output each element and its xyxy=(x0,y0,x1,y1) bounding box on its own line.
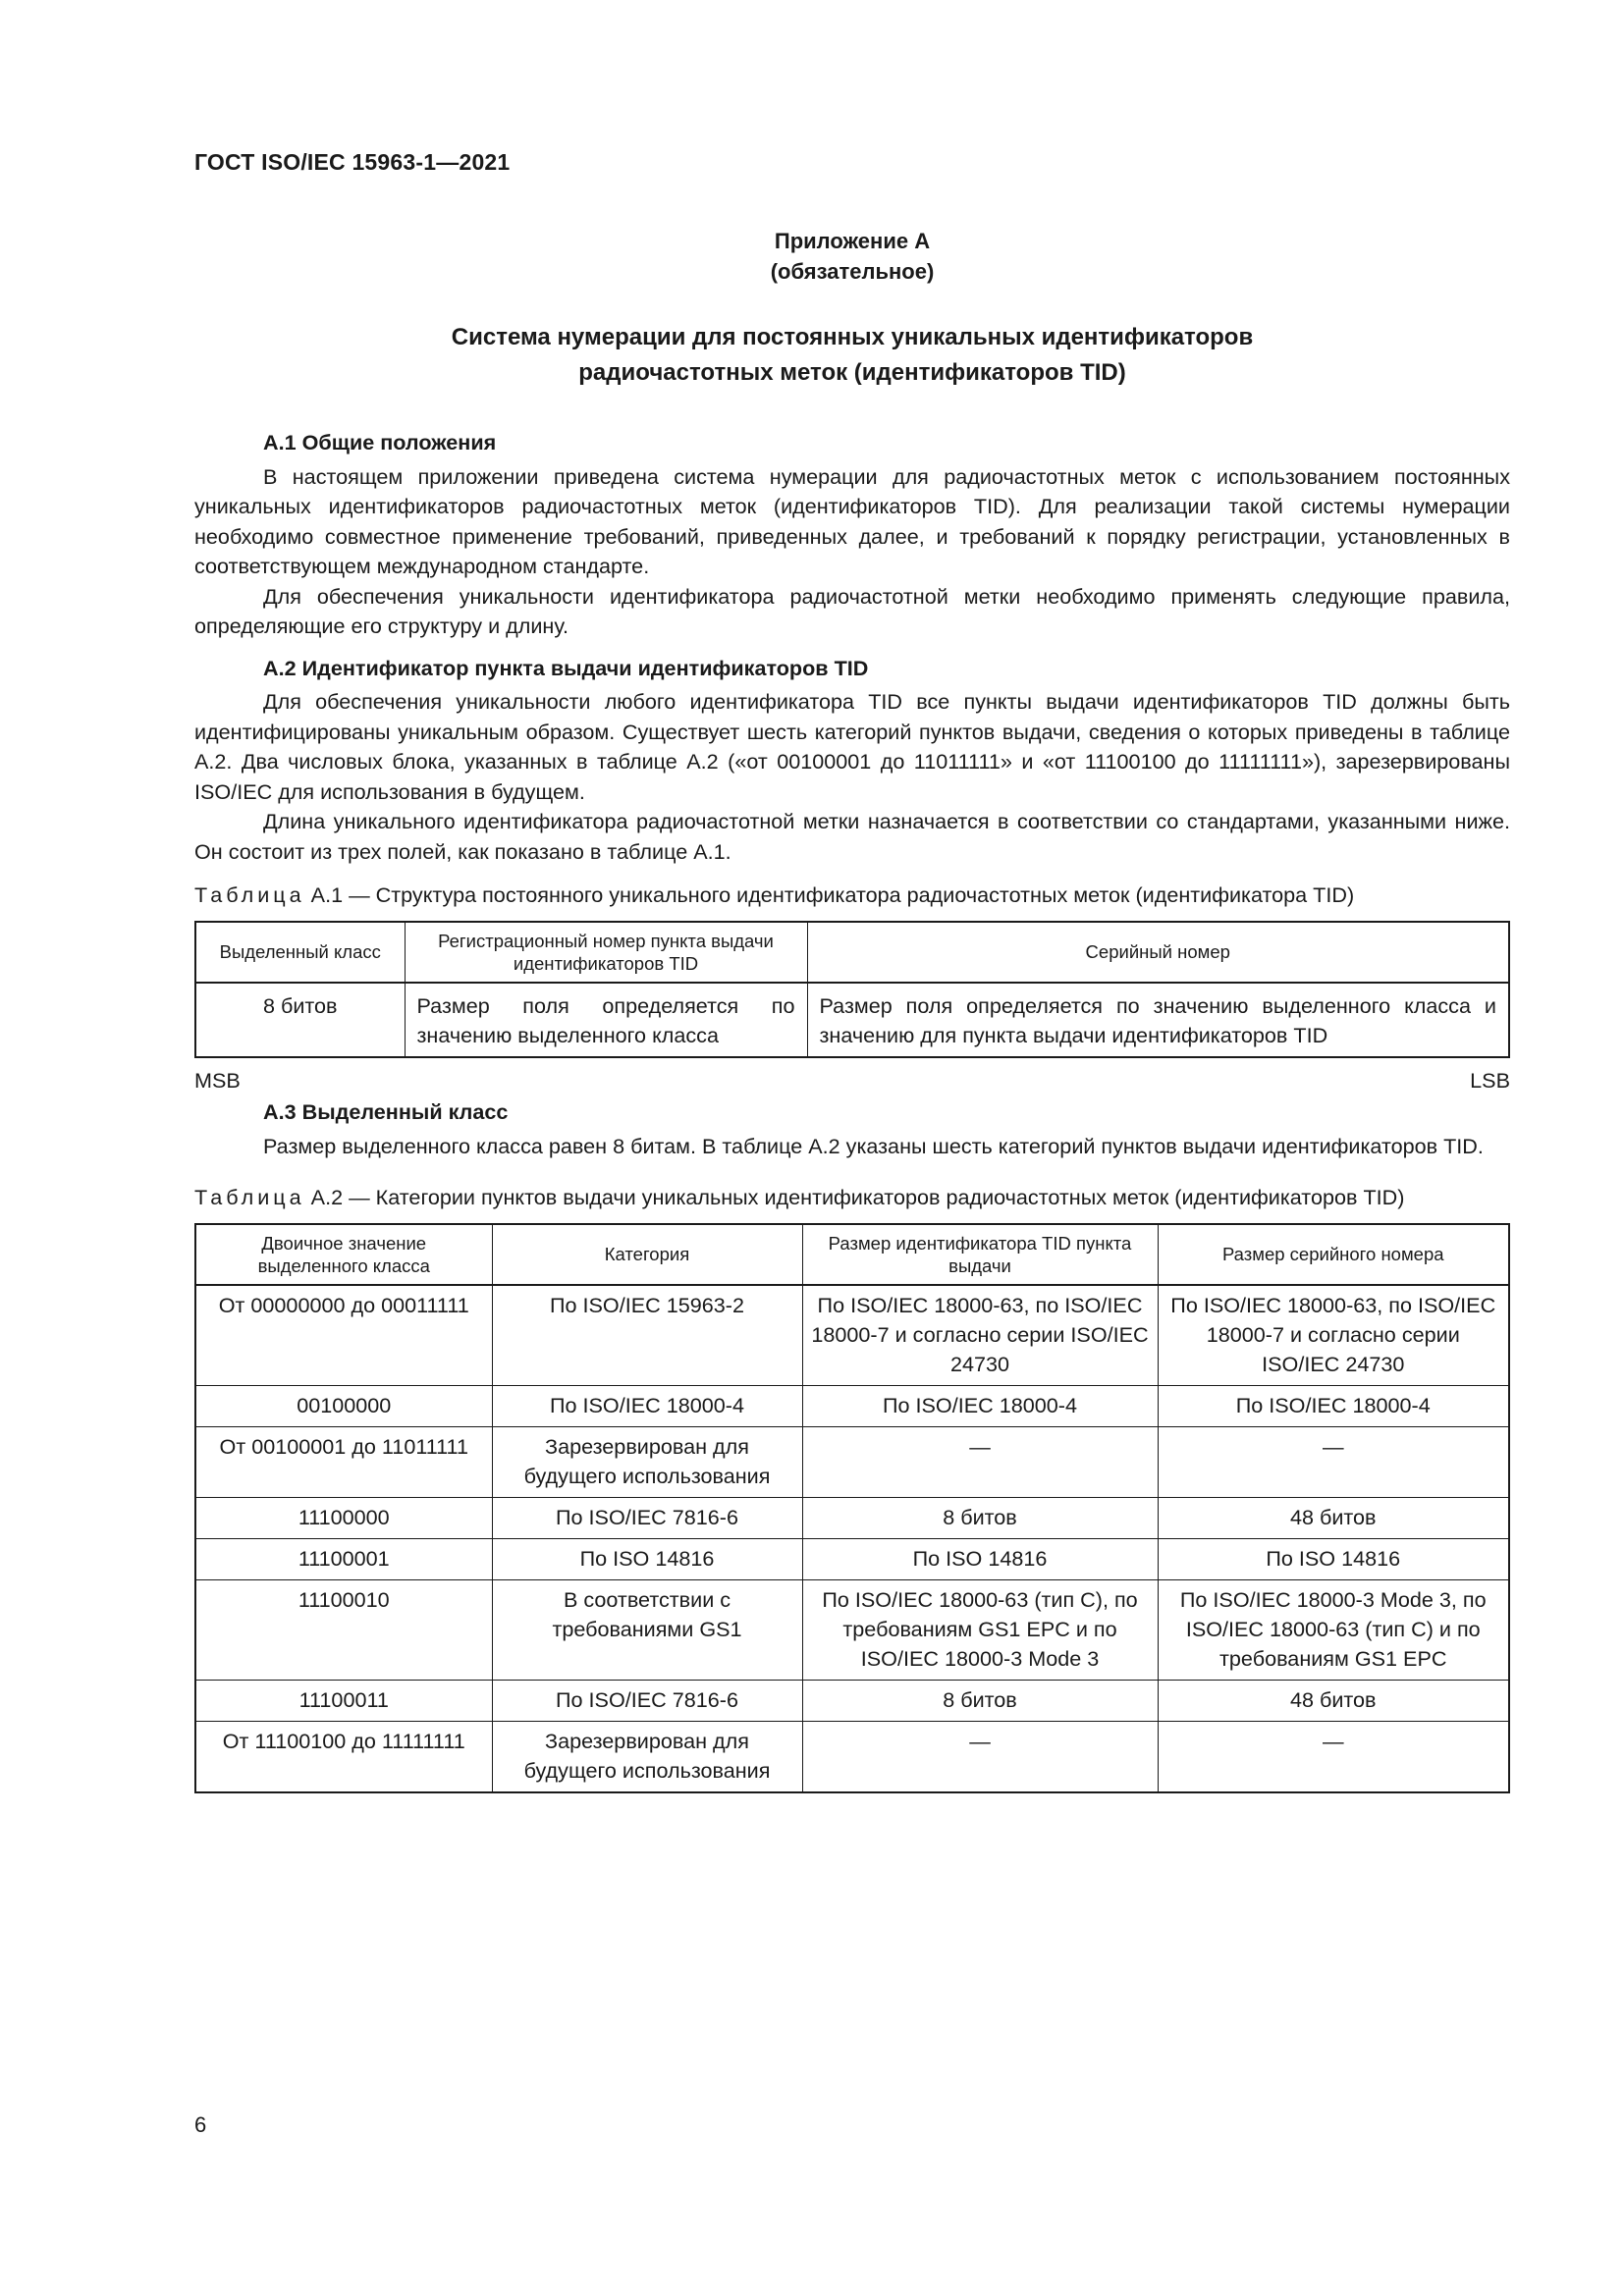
table-a2-cell: По ISO 14816 xyxy=(492,1538,802,1579)
annex-status: (обязательное) xyxy=(770,259,935,284)
table-a2-cell: По ISO/IEC 18000-4 xyxy=(802,1385,1158,1426)
section-a3-paragraph-1: Размер выделенного класса равен 8 битам. В таблице А.2 указаны шесть категорий пунктов выдачи идентификаторов TID. xyxy=(263,1133,1484,1158)
table-row xyxy=(195,1579,1509,1680)
table-a2-header-cell: Двоичное значение выделенного класса xyxy=(195,1224,492,1285)
table-a2-cell: 00100000 xyxy=(195,1385,492,1426)
table-a2-cell: Зарезервирован для будущего использования xyxy=(492,1721,802,1792)
table-a2-cell: 11100000 xyxy=(195,1497,492,1538)
table-a2-cell: — xyxy=(802,1426,1158,1497)
msb-label: MSB xyxy=(194,1067,241,1093)
table-a2-cell: От 11100100 до 11111111 xyxy=(195,1721,492,1792)
table-a2-cell: — xyxy=(802,1721,1158,1792)
table-a1-caption-label: Таблица xyxy=(194,882,305,907)
table-a2 xyxy=(194,1223,1510,1793)
table-a2-cell: 8 битов xyxy=(802,1680,1158,1721)
table-a1-caption xyxy=(194,881,1510,911)
table-a2-cell: По ISO 14816 xyxy=(1158,1538,1509,1579)
table-a2-cell: По ISO/IEC 15963-2 xyxy=(492,1285,802,1386)
section-a1-paragraph-1: В настоящем приложении приведена система нумерации для радиочастотных меток с использованием постоянных уникальных идентификаторов радиочастотных меток (идентификаторов TID). Для реализации такой системы нумерации необходимо совместное применение требований, приведенных далее, и требований к порядку регистрации, установленных в соответствующем международном стандарте. xyxy=(194,463,1510,578)
table-row xyxy=(195,1426,1509,1497)
section-a1-heading: А.1 Общие положения xyxy=(263,430,497,454)
table-a1-header-cell: Серийный номер xyxy=(807,922,1509,983)
table-row xyxy=(195,1497,1509,1538)
table-a2-cell: По ISO/IEC 18000-4 xyxy=(1158,1385,1509,1426)
table-a1-cell: 8 битов xyxy=(195,983,405,1057)
table-a2-cell: От 00100001 до 11011111 xyxy=(195,1426,492,1497)
table-a2-cell: 11100001 xyxy=(195,1538,492,1579)
table-a1-caption-text: А.1 — Структура постоянного уникального идентификатора радиочастотных меток (идентификатора TID) xyxy=(304,882,1355,907)
document-header: ГОСТ ISO/IEC 15963-1—2021 xyxy=(194,149,511,175)
table-a2-cell: 11100010 xyxy=(195,1579,492,1680)
page-number: 6 xyxy=(194,2112,207,2137)
table-row xyxy=(195,1285,1509,1386)
table-a2-cell: По ISO/IEC 18000-63 (тип C), по требованиям GS1 EPC и по ISO/IEC 18000-3 Mode 3 xyxy=(802,1579,1158,1680)
table-a2-caption-text: А.2 — Категории пунктов выдачи уникальных идентификаторов радиочастотных меток (идентификаторов TID) xyxy=(304,1185,1405,1209)
section-a1-paragraph-2: Для обеспечения уникальности идентификатора радиочастотной метки необходимо применять следующие правила, определяющие его структуру и длину. xyxy=(194,583,1510,638)
annex-title xyxy=(194,320,1510,391)
table-a2-cell: Зарезервирован для будущего использования xyxy=(492,1426,802,1497)
lsb-label: LSB xyxy=(1470,1067,1510,1093)
table-a2-cell: По ISO/IEC 7816-6 xyxy=(492,1497,802,1538)
table-row xyxy=(195,1385,1509,1426)
table-a2-header-row xyxy=(195,1224,1509,1285)
table-a1-cell: Размер поля определяется по значению выделенного класса xyxy=(405,983,807,1057)
table-a1-header-row xyxy=(195,922,1509,983)
table-a2-cell: По ISO/IEC 18000-3 Mode 3, по ISO/IEC 18000-63 (тип C) и по требованиям GS1 EPC xyxy=(1158,1579,1509,1680)
table-a1-header-cell: Выделенный класс xyxy=(195,922,405,983)
table-a1 xyxy=(194,921,1510,1058)
table-a2-header-cell: Размер идентификатора TID пункта выдачи xyxy=(802,1224,1158,1285)
table-a2-cell: 48 битов xyxy=(1158,1497,1509,1538)
document-body xyxy=(194,428,1510,1793)
table-row xyxy=(195,1538,1509,1579)
table-a2-cell: По ISO 14816 xyxy=(802,1538,1158,1579)
section-a3-heading: А.3 Выделенный класс xyxy=(263,1099,509,1124)
bit-order-row xyxy=(194,1066,1510,1096)
table-a1-header-cell: Регистрационный номер пункта выдачи идентификаторов TID xyxy=(405,922,807,983)
table-a2-cell: 48 битов xyxy=(1158,1680,1509,1721)
table-a2-cell: От 00000000 до 00011111 xyxy=(195,1285,492,1386)
table-a2-cell: По ISO/IEC 7816-6 xyxy=(492,1680,802,1721)
table-a2-cell: — xyxy=(1158,1426,1509,1497)
table-a2-caption-label: Таблица xyxy=(194,1185,305,1209)
annex-title-line1: Система нумерации для постоянных уникальных идентификаторов xyxy=(451,324,1254,350)
table-a2-cell: 11100011 xyxy=(195,1680,492,1721)
table-a2-cell: 8 битов xyxy=(802,1497,1158,1538)
annex-label-block xyxy=(194,226,1510,287)
annex-label: Приложение А xyxy=(774,229,931,253)
table-a2-header-cell: Размер серийного номера xyxy=(1158,1224,1509,1285)
table-a2-header-cell: Категория xyxy=(492,1224,802,1285)
table-a2-caption xyxy=(194,1183,1510,1213)
table-a2-cell: В соответствии с требованиями GS1 xyxy=(492,1579,802,1680)
table-a1-cell: Размер поля определяется по значению выделенного класса и значению для пункта выдачи идентификаторов TID xyxy=(807,983,1509,1057)
table-a2-cell: По ISO/IEC 18000-63, по ISO/IEC 18000-7 и согласно серии ISO/IEC 24730 xyxy=(802,1285,1158,1386)
table-a2-cell: По ISO/IEC 18000-4 xyxy=(492,1385,802,1426)
table-a2-cell: — xyxy=(1158,1721,1509,1792)
section-a2-heading: А.2 Идентификатор пункта выдачи идентификаторов TID xyxy=(263,655,869,680)
table-row xyxy=(195,1680,1509,1721)
section-a2-paragraph-2: Длина уникального идентификатора радиочастотной метки назначается в соответствии со стандартами, указанными ниже. Он состоит из трех полей, как показано в таблице А.1. xyxy=(194,809,1510,864)
section-a2-paragraph-1: Для обеспечения уникальности любого идентификатора TID все пункты выдачи идентификаторов TID должны быть идентифицированы уникальным образом. Существует шесть категорий пунктов выдачи, сведения о которых приведены в таблице А.2. Два числовых блока, указанных в таблице А.2 («от 00100001 до 11011111» и «от 11100100 до 11111111»), зарезервированы ISO/IEC для использования в будущем. xyxy=(194,689,1510,804)
table-row xyxy=(195,1721,1509,1792)
table-row xyxy=(195,983,1509,1057)
table-a2-cell: По ISO/IEC 18000-63, по ISO/IEC 18000-7 и согласно серии ISO/IEC 24730 xyxy=(1158,1285,1509,1386)
annex-title-line2: радиочастотных меток (идентификаторов TID) xyxy=(578,359,1126,386)
